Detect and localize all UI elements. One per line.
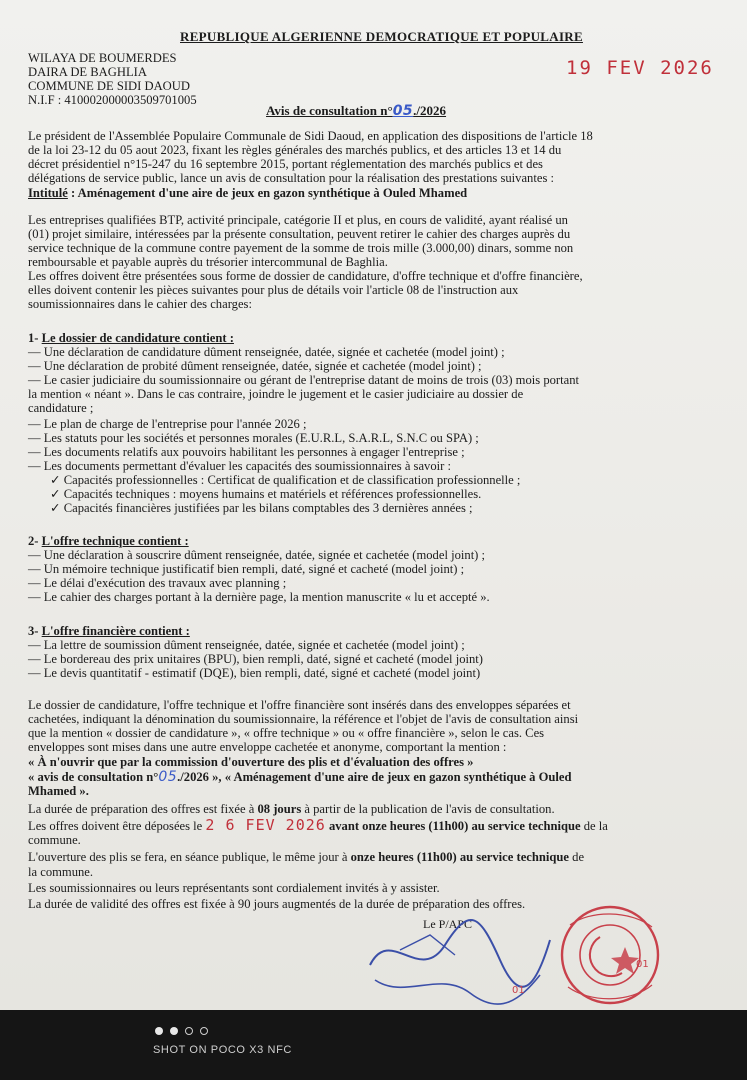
- signature-stroke: [370, 917, 550, 987]
- closing-line-4: enveloppes sont mises dans une autre enveloppe cachetée et anonyme, comportant la mention :: [28, 740, 507, 754]
- section3-number: 3-: [28, 624, 42, 638]
- camera-strip: [0, 1010, 747, 1080]
- intitule-label: Intitulé: [28, 186, 68, 200]
- camera-watermark: SHOT ON POCO X3 NFC: [153, 1044, 292, 1056]
- intro-line-1: Le président de l'Assemblée Populaire Communale de Sidi Daoud, en application des dispositions de l'article 18: [28, 129, 593, 143]
- section1-item: — Les documents permettant d'évaluer les capacités des soumissionnaires à savoir :: [28, 459, 451, 473]
- eligibility-line-2: (01) projet similaire, intéressées par la présente consultation, peuvent retirer le cahier des charges auprès du: [28, 227, 571, 241]
- document-title: [266, 104, 446, 118]
- eligibility-line-6: elles doivent contenir les pièces suivantes pour plus de détails voir l'article 08 de l'instruction aux: [28, 283, 519, 297]
- section1-heading: [28, 332, 234, 345]
- section3-heading: [28, 625, 190, 638]
- eligibility-line-5: Les offres doivent être présentées sous forme de dossier de candidature, d'offre technique et d'offre financière,: [28, 269, 583, 283]
- quote2-prefix: « avis de consultation n°: [28, 770, 159, 784]
- section1-check-item: ✓ Capacités professionnelles : Certificat de qualification et de classification professionnelle ;: [50, 473, 521, 487]
- section2-item: — Le délai d'exécution des travaux avec planning ;: [28, 576, 287, 590]
- page-dot: [200, 1027, 208, 1035]
- section2-heading-text: L'offre technique contient :: [41, 534, 189, 548]
- section3-heading-text: L'offre financière contient :: [41, 624, 190, 638]
- quote2-number-handwritten: 05: [158, 769, 178, 785]
- opening-prefix: L'ouverture des plis se fera, en séance publique, le même jour à: [28, 850, 351, 864]
- commune-line: COMMUNE DE SIDI DAOUD: [28, 79, 190, 93]
- republic-text: REPUBLIQUE ALGERIENNE DEMOCRATIQUE ET POPULAIRE: [180, 29, 583, 44]
- page-dot: [185, 1027, 193, 1035]
- opening-suffix: de: [569, 850, 585, 864]
- section1-check-item: ✓ Capacités techniques : moyens humains et matériels et références professionnelles.: [50, 487, 482, 501]
- title-suffix: ./2026: [413, 103, 447, 118]
- section2-item: — Le cahier des charges portant à la dernière page, la mention manuscrite « lu et accepté ».: [28, 590, 490, 604]
- section2-item: — Une déclaration à souscrire dûment renseignée, datée, signée et cachetée (model joint) ;: [28, 548, 486, 562]
- page-dot-active: [155, 1027, 163, 1035]
- intro-line-3: décret présidentiel n°15-247 du 16 septembre 2015, portant réglementation des marchés publics et des: [28, 157, 543, 171]
- eligibility-line-4: remboursable et payable auprès du trésorier intercommunal de Baghlia.: [28, 255, 388, 269]
- section1-number: 1-: [28, 331, 42, 345]
- republic-title: [180, 30, 583, 43]
- invite-line: Les soumissionnaires ou leurs représentants sont cordialement invités à y assister.: [28, 881, 440, 895]
- validity-line: La durée de validité des offres est fixée à 90 jours augmentés de la durée de préparation des offres.: [28, 897, 526, 911]
- section1-heading-text: Le dossier de candidature contient :: [41, 331, 234, 345]
- section1-item: candidature ;: [28, 401, 94, 415]
- opening-line-2: la commune.: [28, 865, 94, 879]
- deposit-line: [28, 816, 608, 834]
- closing-quote-1: « À n'ouvrir que par la commission d'ouverture des plis et d'évaluation des offres »: [28, 755, 474, 769]
- intro-line-2: de la loi 23-12 du 05 aout 2023, fixant les règles générales des marchés publics, et des articles 13 et 14 du: [28, 143, 562, 157]
- signature-label: Le P/APC: [423, 917, 473, 931]
- nif-line: N.I.F : 410002000003509701005: [28, 93, 197, 107]
- duration-prefix: La durée de préparation des offres est fixée à: [28, 802, 258, 816]
- opening-line: [28, 851, 584, 864]
- quote2-suffix: ./2026 », « Aménagement d'une aire de jeux en gazon synthétique à Ouled: [177, 770, 572, 784]
- signature-stroke-3: [400, 935, 455, 955]
- wilaya-line: WILAYA DE BOUMERDES: [28, 51, 177, 65]
- closing-line-3: que la mention « dossier de candidature », « offre technique » ou « offre financière », selon le cas. Ces: [28, 726, 545, 740]
- eligibility-line-7: soumissionnaires dans le cahier des charges:: [28, 297, 252, 311]
- section1-check-item: ✓ Capacités financières justifiées par les bilans comptables des 3 dernières années ;: [50, 501, 473, 515]
- signature-and-seal: [360, 905, 690, 1010]
- section1-item: — Les statuts pour les sociétés et personnes morales (E.U.R.L, S.A.R.L, S.N.C ou SPA) ;: [28, 431, 479, 445]
- section1-item: la mention « néant ». Dans le cas contraire, joindre le jugement et le casier judiciaire au dossier de: [28, 387, 524, 401]
- duration-line: [28, 803, 555, 816]
- daira-line: DAIRA DE BAGHLIA: [28, 65, 147, 79]
- deposit-line-2: commune.: [28, 833, 81, 847]
- section1-item: — Le plan de charge de l'entreprise pour l'année 2026 ;: [28, 417, 307, 431]
- intro-line-4: délégations de service public, lance un avis de consultation pour la réalisation des prestations suivantes :: [28, 171, 554, 185]
- seal-star: [611, 947, 639, 974]
- eligibility-line-3: service technique de la commune contre payement de la somme de trois mille (3.000,00) dinars, somme non: [28, 241, 574, 255]
- duration-suffix: à partir de la publication de l'avis de consultation.: [301, 802, 555, 816]
- intitule-text: : Aménagement d'une aire de jeux en gazon synthétique à Ouled Mhamed: [67, 186, 468, 200]
- deposit-date-stamp: 2 6 FEV 2026: [205, 816, 326, 834]
- seal-number-right: 01: [636, 959, 649, 970]
- section3-item: — La lettre de soumission dûment renseignée, datée, signée et cachetée (model joint) ;: [28, 638, 465, 652]
- opening-bold: onze heures (11h00) au service technique: [350, 850, 569, 864]
- duration-bold: 08 jours: [257, 802, 302, 816]
- seal-number-left: 01: [512, 985, 525, 996]
- eligibility-line-1: Les entreprises qualifiées BTP, activité principale, catégorie II et plus, en cours de validité, ayant réalisé un: [28, 213, 568, 227]
- section1-item: — Une déclaration de candidature dûment renseignée, datée, signée et cachetée (model joint) ;: [28, 345, 505, 359]
- closing-quote-2: [28, 771, 572, 784]
- section1-item: — Une déclaration de probité dûment renseignée, datée, signée et cachetée (model joint) ;: [28, 359, 482, 373]
- title-number-handwritten: 05: [392, 103, 414, 119]
- section1-item: — Les documents relatifs aux pouvoirs habilitant les personnes à engager l'entreprise ;: [28, 445, 465, 459]
- deposit-suffix: de la: [580, 819, 608, 833]
- received-date-stamp: 19 FEV 2026: [566, 57, 714, 79]
- deposit-bold: avant onze heures (11h00) au service technique: [325, 819, 581, 833]
- closing-line-2: cachetées, indiquant la dénomination du soumissionnaire, la référence et l'objet de l'avis de consultation ainsi: [28, 712, 579, 726]
- closing-quote-2-end: Mhamed ».: [28, 784, 89, 798]
- intitule-line: [28, 187, 467, 200]
- section2-number: 2-: [28, 534, 42, 548]
- section3-item: — Le bordereau des prix unitaires (BPU), bien rempli, daté, signé et cacheté (model joint): [28, 652, 483, 666]
- section2-item: — Un mémoire technique justificatif bien rempli, daté, signé et cacheté (model joint) ;: [28, 562, 465, 576]
- section1-item: — Le casier judiciaire du soumissionnaire ou gérant de l'entreprise datant de moins de trois (03) mois portant: [28, 373, 579, 387]
- closing-line-1: Le dossier de candidature, l'offre technique et l'offre financière sont insérés dans des enveloppes séparées et: [28, 698, 571, 712]
- deposit-prefix: Les offres doivent être déposées le: [28, 819, 206, 833]
- page-dot: [170, 1027, 178, 1035]
- section3-item: — Le devis quantitatif - estimatif (DQE), bien rempli, daté, signé et cacheté (model joint): [28, 666, 481, 680]
- section2-heading: [28, 535, 189, 548]
- title-prefix: Avis de consultation n°: [266, 103, 393, 118]
